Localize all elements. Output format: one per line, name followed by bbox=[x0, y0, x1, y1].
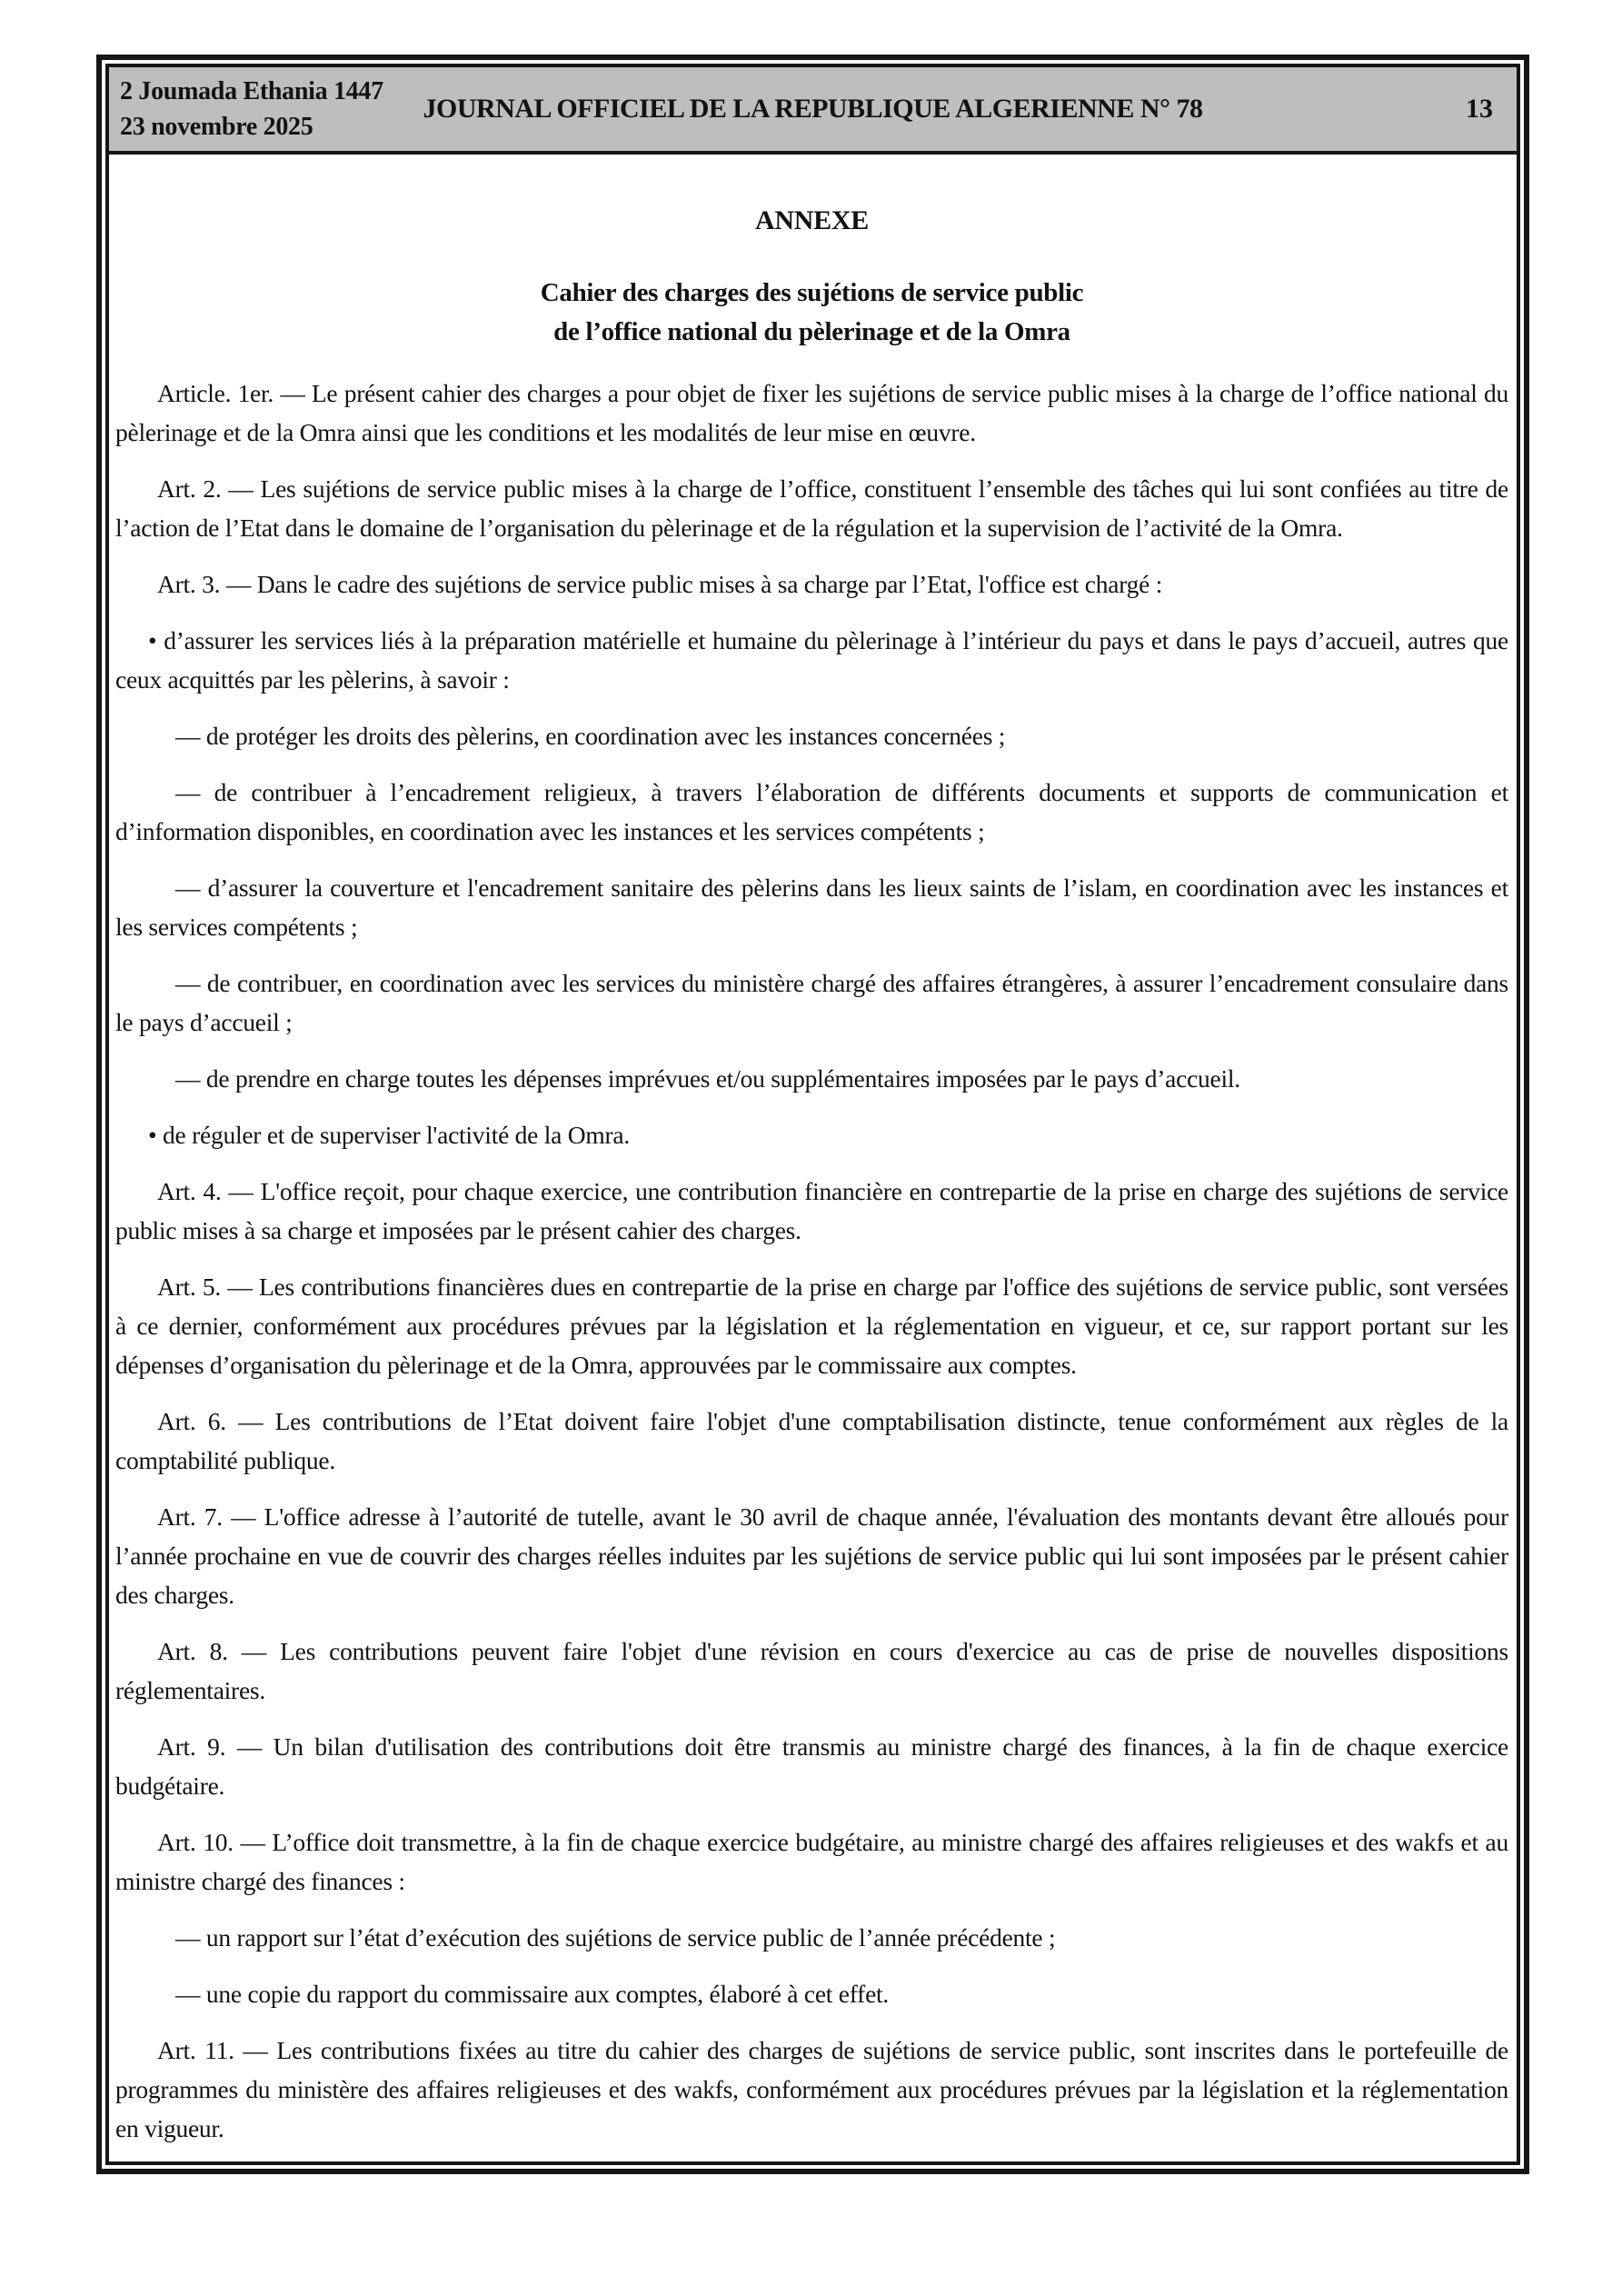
document-title-line1: Cahier des charges des sujétions de service public bbox=[540, 278, 1084, 307]
paragraph-art-2: Art. 2. — Les sujétions de service public mises à la charge de l’office, constituent l’ensemble des tâches qui lui sont confiées au titre de l’action de l’Etat dans le domaine de l’organisation du pèlerinage et de la régulation et la supervision de l’activité de la Omra. bbox=[115, 474, 1508, 542]
paragraph-art-9: Art. 9. — Un bilan d'utilisation des contributions doit être transmis au ministre chargé des finances, à la fin de chaque exercice budgétaire. bbox=[115, 1732, 1508, 1800]
list-item-dash-4: — de contribuer, en coordination avec les services du ministère chargé des affaires étrangères, à assurer l’encadrement consulaire dans le pays d’accueil ; bbox=[115, 969, 1508, 1036]
paragraph-art-5: Art. 5. — Les contributions financières dues en contrepartie de la prise en charge par l'office des sujétions de service public, sont versées à ce dernier, conformément aux procédures prévues par la législation et la réglementation en vigueur, et ce, sur rapport portant sur les dépenses d’organisation du pèlerinage et de la Omra, approuvées par le commissaire aux comptes. bbox=[115, 1273, 1508, 1379]
document-body bbox=[109, 155, 1517, 2165]
page-inner-frame bbox=[105, 64, 1520, 2165]
paragraph-art-8: Art. 8. — Les contributions peuvent faire l'objet d'une révision en cours d'exercice au cas de prise de nouvelles dispositions réglementaires. bbox=[115, 1637, 1508, 1704]
document-title-line2: de l’office national du pèlerinage et de la Omra bbox=[553, 317, 1070, 346]
list-item-dash-5: — de prendre en charge toutes les dépenses imprévues et/ou supplémentaires imposées par le pays d’accueil. bbox=[175, 1064, 1240, 1093]
list-item-dash-3: — d’assurer la couverture et l'encadrement sanitaire des pèlerins dans les lieux saints de l’islam, en coordination avec les instances et les services compétents ; bbox=[115, 873, 1508, 941]
list-item-dash-7: — une copie du rapport du commissaire aux comptes, élaboré à cet effet. bbox=[175, 1980, 890, 2008]
paragraph-art-6: Art. 6. — Les contributions de l’Etat doivent faire l'objet d'une comptabilisation distincte, tenue conformément aux règles de la comptabilité publique. bbox=[115, 1407, 1508, 1474]
list-item-dash-2: — de contribuer à l’encadrement religieux, à travers l’élaboration de différents documents et supports de communication et d’information disponibles, en coordination avec les instances et les services compétents ; bbox=[115, 778, 1508, 845]
paragraph-art-11: Art. 11. — Les contributions fixées au titre du cahier des charges de sujétions de service public, sont inscrites dans le portefeuille de programmes du ministère des affaires religieuses et des wakfs, conformément aux procédures prévues par la législation et la réglementation en vigueur. bbox=[115, 2036, 1508, 2142]
annexe-heading: ANNEXE bbox=[755, 205, 869, 235]
paragraph-art-10: Art. 10. — L’office doit transmettre, à la fin de chaque exercice budgétaire, au ministre chargé des affaires religieuses et des wakfs et au ministre chargé des finances : bbox=[115, 1828, 1508, 1895]
paragraph-article-1er: Article. 1er. — Le présent cahier des charges a pour objet de fixer les sujétions de service public mises à la charge de l’office national du pèlerinage et de la Omra ainsi que les conditions et les modalités de leur mise en œuvre. bbox=[115, 379, 1508, 446]
list-item-bullet-2: • de réguler et de superviser l'activité de la Omra. bbox=[148, 1121, 630, 1149]
page-outer-frame bbox=[96, 55, 1529, 2174]
journal-title: JOURNAL OFFICIEL DE LA REPUBLIQUE ALGERIENNE N° 78 bbox=[423, 94, 1203, 124]
paragraph-art-3: Art. 3. — Dans le cadre des sujétions de service public mises à sa charge par l’Etat, l'office est chargé : bbox=[157, 570, 1163, 598]
paragraph-art-7: Art. 7. — L'office adresse à l’autorité de tutelle, avant le 30 avril de chaque année, l'évaluation des montants devant être alloués pour l’année prochaine en vue de couvrir des charges réelles induites par les sujétions de service public qui lui sont imposées par le présent cahier des charges. bbox=[115, 1502, 1508, 1609]
header-date-hijri: 2 Joumada Ethania 1447 bbox=[120, 77, 383, 105]
page-number: 13 bbox=[1466, 94, 1493, 124]
list-item-bullet-1: • d’assurer les services liés à la préparation matérielle et humaine du pèlerinage à l’intérieur du pays et dans le pays d’accueil, autres que ceux acquittés par les pèlerins, à savoir : bbox=[115, 626, 1508, 694]
header-date-gregorian: 23 novembre 2025 bbox=[120, 113, 313, 141]
paragraph-art-4: Art. 4. — L'office reçoit, pour chaque exercice, une contribution financière en contrepartie de la prise en charge des sujétions de service public mises à sa charge et imposées par le présent cahier des charges. bbox=[115, 1177, 1508, 1244]
page-header-band bbox=[109, 67, 1517, 155]
list-item-dash-1: — de protéger les droits des pèlerins, en coordination avec les instances concernées ; bbox=[175, 722, 1006, 750]
list-item-dash-6: — un rapport sur l’état d’exécution des sujétions de service public de l’année précédente ; bbox=[175, 1923, 1056, 1952]
document-title bbox=[115, 274, 1508, 352]
